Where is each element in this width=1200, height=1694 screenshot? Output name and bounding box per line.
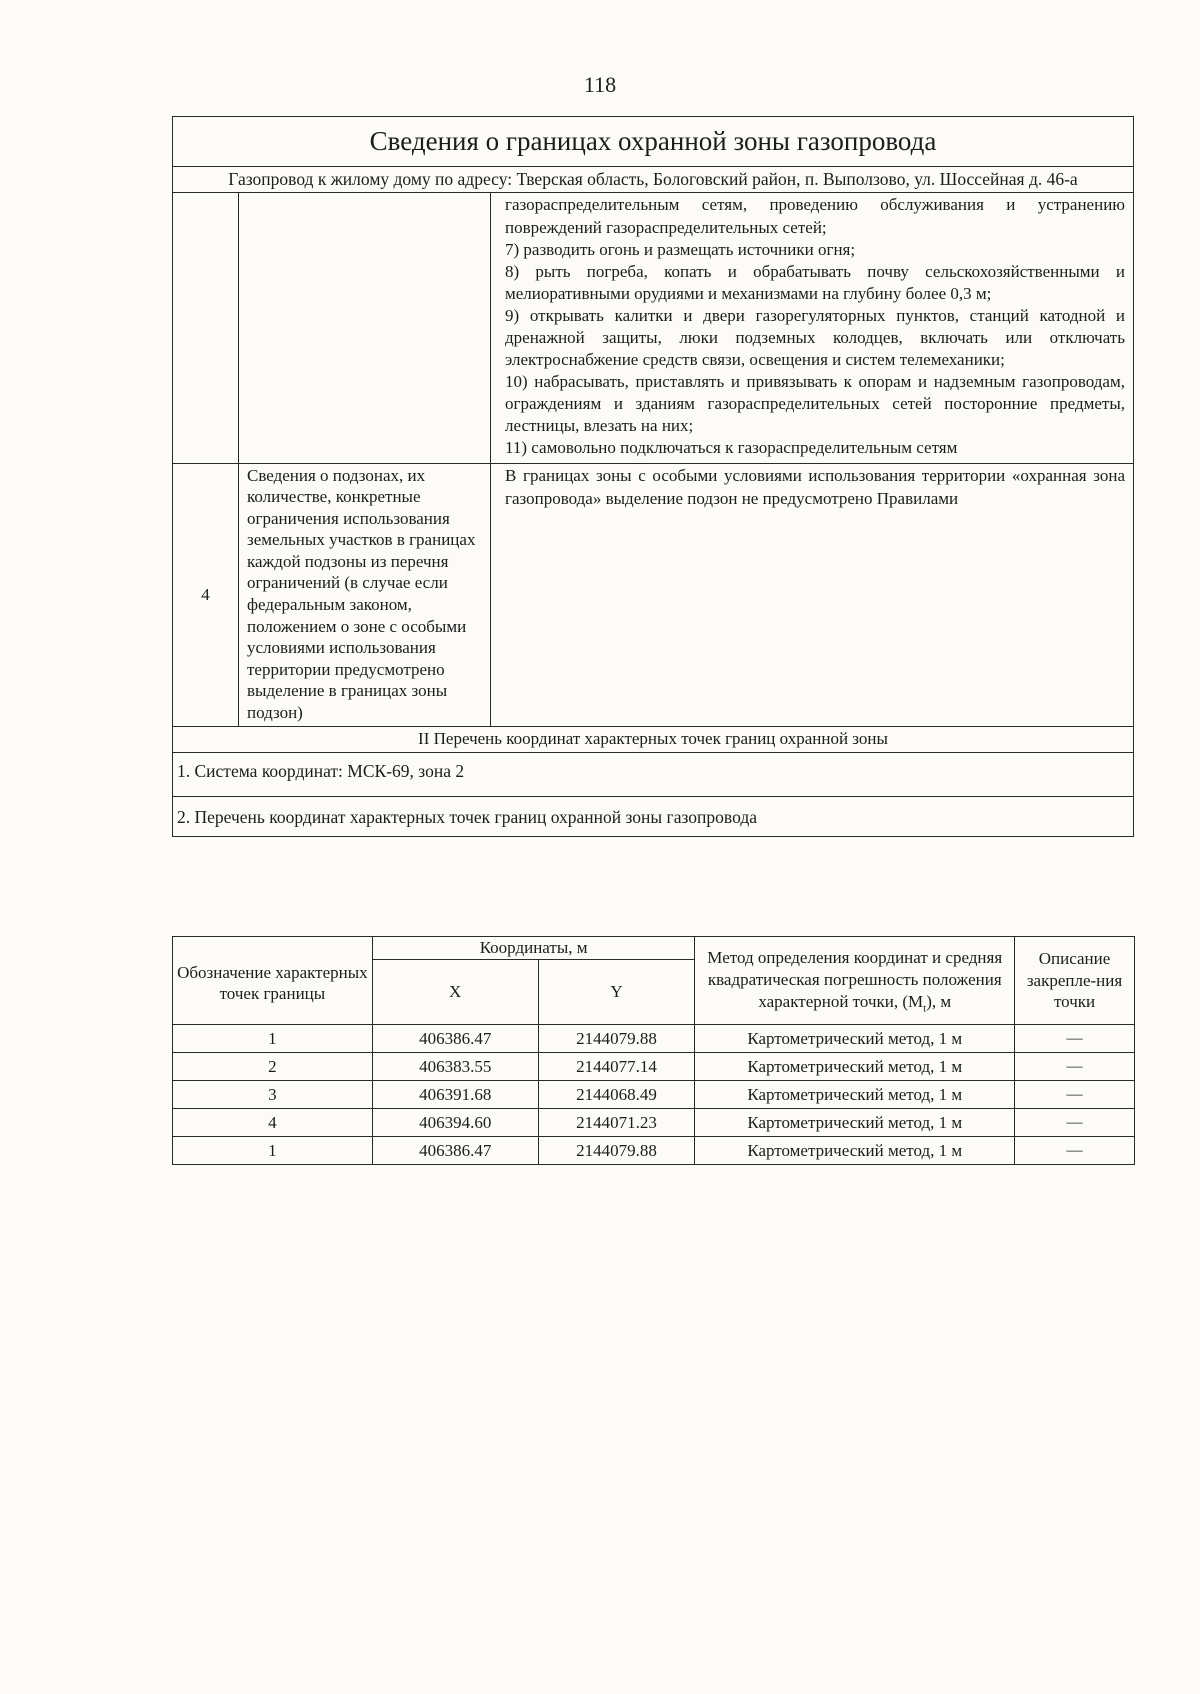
row-number: 4 — [173, 464, 239, 726]
table-row — [173, 1080, 1135, 1108]
header-method-subscript: t — [923, 1002, 927, 1015]
row-label: Сведения о подзонах, их количестве, конкретные ограничения использования земельных участков в границах каждой подзоны из перечня ограничений (в случае если федеральным законом, положением о зоне с особыми условиями использования территории предусмотрено выделение в границах зоны подзон) — [239, 464, 491, 726]
header-method — [695, 937, 1015, 1025]
document-title: Сведения о границах охранной зоны газопровода — [173, 117, 1133, 167]
header-fixing: Описание закрепле-ния точки — [1015, 937, 1135, 1025]
cell-point: 3 — [173, 1080, 373, 1108]
coordinates-table — [172, 936, 1135, 1165]
header-coordinates: Координаты, м — [372, 937, 695, 960]
cell-method: Картометрический метод, 1 м — [695, 1108, 1015, 1136]
cell-x: 406391.68 — [372, 1080, 538, 1108]
header-y: Y — [538, 959, 695, 1024]
cell-fixing: — — [1015, 1052, 1135, 1080]
cell-y: 2144077.14 — [538, 1052, 695, 1080]
restriction-paragraph: 10) набрасывать, приставлять и привязывать к опорам и надземным газопроводам, ограждениям и зданиям газораспределительных сетей посторонние предметы, лестницы, влезать на них; — [505, 372, 1125, 436]
cell-fixing: — — [1015, 1108, 1135, 1136]
continuation-label-cell — [239, 193, 491, 462]
zone-info-frame — [172, 116, 1134, 837]
cell-fixing: — — [1015, 1136, 1135, 1164]
document-subtitle: Газопровод к жилому дому по адресу: Тверская область, Бологовский район, п. Выползово, ул. Шоссейная д. 46-а — [173, 167, 1133, 194]
cell-point: 1 — [173, 1024, 373, 1052]
continuation-row — [173, 193, 1133, 463]
restriction-paragraph: 9) открывать калитки и двери газорегуляторных пунктов, станций катодной и дренажной защиты, люки подземных колодцев, включать или отключать электроснабжение средств связи, освещения и систем телемеханики; — [505, 305, 1125, 370]
cell-y: 2144079.88 — [538, 1024, 695, 1052]
cell-method: Картометрический метод, 1 м — [695, 1080, 1015, 1108]
cell-point: 1 — [173, 1136, 373, 1164]
section-heading: II Перечень координат характерных точек границ охранной зоны — [173, 727, 1133, 753]
cell-method: Картометрический метод, 1 м — [695, 1024, 1015, 1052]
restriction-paragraph: 8) рыть погреба, копать и обрабатывать почву сельскохозяйственными и мелиоративными орудиями и механизмами на глубину более 0,3 м; — [505, 261, 1125, 303]
cell-method: Картометрический метод, 1 м — [695, 1136, 1015, 1164]
coordinate-system: 1. Система координат: МСК-69, зона 2 — [173, 753, 1133, 797]
cell-fixing: — — [1015, 1024, 1135, 1052]
header-point: Обозначение характерных точек границы — [173, 937, 373, 1025]
coordinates-list-heading: 2. Перечень координат характерных точек границ охранной зоны газопровода — [173, 797, 1133, 837]
table-row — [173, 1108, 1135, 1136]
table-row — [173, 1136, 1135, 1164]
table-row — [173, 1052, 1135, 1080]
header-method-text: Метод определения координат и средняя квадратическая погрешность положения характерной точки, (M — [707, 948, 1003, 1011]
restriction-paragraph: 11) самовольно подключаться к газораспределительным сетям — [505, 438, 958, 458]
cell-x: 406386.47 — [372, 1024, 538, 1052]
table-row — [173, 1024, 1135, 1052]
cell-fixing: — — [1015, 1080, 1135, 1108]
cell-point: 2 — [173, 1052, 373, 1080]
restriction-paragraph: 7) разводить огонь и размещать источники огня; — [505, 239, 856, 259]
cell-y: 2144079.88 — [538, 1136, 695, 1164]
header-x: X — [372, 959, 538, 1024]
cell-y: 2144068.49 — [538, 1080, 695, 1108]
continuation-text-cell — [491, 193, 1133, 462]
cell-point: 4 — [173, 1108, 373, 1136]
subzone-row — [173, 464, 1133, 727]
cell-x: 406383.55 — [372, 1052, 538, 1080]
page-number: 118 — [583, 72, 617, 97]
cell-x: 406394.60 — [372, 1108, 538, 1136]
restriction-paragraph: газораспределительным сетям, проведению обслуживания и устранению повреждений газораспределительных сетей; — [505, 195, 1125, 237]
cell-method: Картометрический метод, 1 м — [695, 1052, 1015, 1080]
header-method-tail: ), м — [926, 991, 952, 1011]
continuation-number-cell — [173, 193, 239, 462]
row-text: В границах зоны с особыми условиями использования территории «охранная зона газопровода» выделение подзон не предусмотрено Правилами — [505, 465, 1125, 508]
cell-x: 406386.47 — [372, 1136, 538, 1164]
cell-y: 2144071.23 — [538, 1108, 695, 1136]
